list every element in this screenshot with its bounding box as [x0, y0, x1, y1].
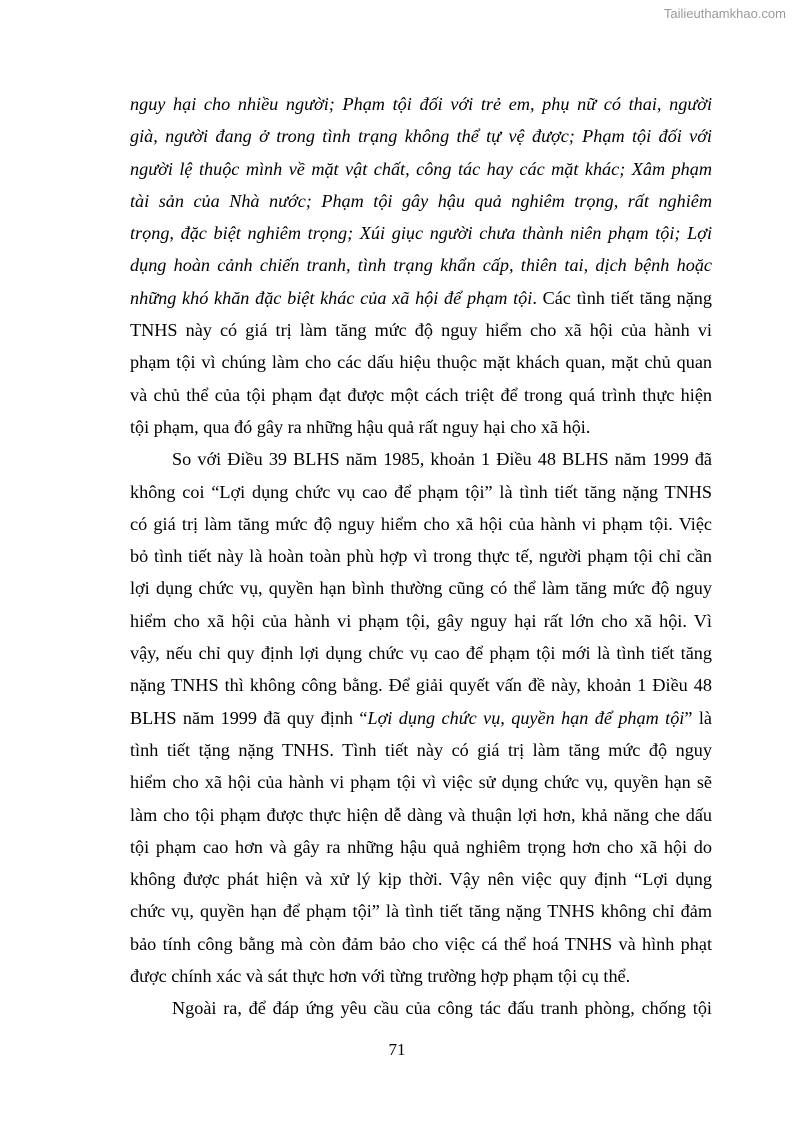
text-line	[130, 217, 712, 249]
body-text: ” là	[684, 707, 712, 728]
body-text: So với Điều 39 BLHS năm 1985, khoản 1 Điều 48 BLHS năm 1999 đã	[172, 449, 712, 470]
text-line	[130, 637, 712, 669]
body-text: . Các tình tiết tăng nặng	[532, 287, 712, 308]
italic-text: trọng, đặc biệt nghiêm trọng; Xúi giục người chưa thành niên phạm tội; Lợi	[130, 223, 712, 244]
italic-text: Lợi dụng chức vụ, quyền hạn để phạm tội	[367, 707, 685, 728]
italic-text: dụng hoàn cảnh chiến tranh, tình trạng khẩn cấp, thiên tai, dịch bệnh hoặc	[130, 255, 712, 276]
text-line	[130, 443, 712, 475]
body-text: bảo tính công bằng mà còn đảm bảo cho việc cá thể hoá TNHS và hình phạt	[130, 933, 712, 954]
body-text: nặng TNHS thì không công bằng. Để giải quyết vấn đề này, khoản 1 Điều 48	[130, 675, 712, 696]
body-text: bỏ tình tiết này là hoàn toàn phù hợp vì trong thực tế, người phạm tội chỉ cần	[130, 546, 712, 567]
body-text: tình tiết tặng nặng TNHS. Tình tiết này có giá trị làm tăng mức độ nguy	[130, 739, 712, 760]
text-line	[130, 282, 712, 314]
body-text: phạm tội vì chúng làm cho các dấu hiệu thuộc mặt khách quan, mặt chủ quan	[130, 352, 712, 373]
italic-text: già, người đang ở trong tình trạng không thể tự vệ được; Phạm tội đối với	[130, 126, 712, 147]
body-text: vậy, nếu chỉ quy định lợi dụng chức vụ cao để phạm tội mới là tình tiết tăng	[130, 643, 712, 664]
body-text: và chủ thể của tội phạm đạt được một cách triệt để trong quá trình thực hiện	[130, 384, 712, 405]
body-text: tội phạm cao hơn và gây ra những hậu quả nghiêm trọng hơn cho xã hội do	[130, 836, 712, 857]
text-line	[130, 120, 712, 152]
body-text: không được phát hiện và xử lý kịp thời. Vậy nên việc quy định “Lợi dụng	[130, 869, 712, 890]
text-line	[130, 669, 712, 701]
body-text: chức vụ, quyền hạn để phạm tội” là tình tiết tăng nặng TNHS không chỉ đảm	[130, 901, 712, 922]
text-line	[130, 314, 712, 346]
body-text: lợi dụng chức vụ, quyền hạn bình thường cũng có thể làm tăng mức độ nguy	[130, 578, 712, 599]
text-line	[130, 249, 712, 281]
text-line	[130, 928, 712, 960]
body-text: hiểm cho xã hội của hành vi phạm tội, gây nguy hại rất lớn cho xã hội. Vì	[130, 610, 712, 631]
text-line	[130, 476, 712, 508]
text-line	[130, 346, 712, 378]
body-text: được chính xác và sát thực hơn với từng trường hợp phạm tội cụ thể.	[130, 966, 631, 987]
text-line	[130, 153, 712, 185]
text-line	[130, 799, 712, 831]
body-text: có giá trị làm tăng mức độ nguy hiểm cho xã hội của hành vi phạm tội. Việc	[130, 513, 712, 534]
body-text: Ngoài ra, để đáp ứng yêu cầu của công tác đấu tranh phòng, chống tội	[172, 998, 712, 1019]
text-line	[130, 572, 712, 604]
italic-text: những khó khăn đặc biệt khác của xã hội để phạm tội	[130, 287, 533, 308]
document-body	[130, 88, 712, 1025]
text-line	[130, 508, 712, 540]
body-text: không coi “Lợi dụng chức vụ cao để phạm tội” là tình tiết tăng nặng TNHS	[130, 481, 712, 502]
text-line	[130, 831, 712, 863]
text-line	[130, 540, 712, 572]
body-text: tội phạm, qua đó gây ra những hậu quả rất nguy hại cho xã hội.	[130, 416, 591, 437]
body-text: làm cho tội phạm được thực hiện dễ dàng và thuận lợi hơn, khả năng che dấu	[130, 804, 712, 825]
text-line	[130, 734, 712, 766]
text-line	[130, 766, 712, 798]
italic-text: người lệ thuộc mình về mặt vật chất, công tác hay các mặt khác; Xâm phạm	[130, 158, 712, 179]
text-line	[130, 605, 712, 637]
text-line	[130, 185, 712, 217]
text-line	[130, 960, 712, 992]
body-text: BLHS năm 1999 đã quy định “	[130, 707, 368, 728]
text-line	[130, 992, 712, 1024]
body-text: TNHS này có giá trị làm tăng mức độ nguy hiểm cho xã hội của hành vi	[130, 320, 712, 341]
text-line	[130, 863, 712, 895]
text-line	[130, 411, 712, 443]
text-line	[130, 895, 712, 927]
text-line	[130, 702, 712, 734]
text-line	[130, 88, 712, 120]
watermark-text: Tailieuthamkhao.com	[663, 6, 786, 21]
body-text: hiểm cho xã hội của hành vi phạm tội vì việc sử dụng chức vụ, quyền hạn sẽ	[130, 772, 712, 793]
italic-text: nguy hại cho nhiều người; Phạm tội đối với trẻ em, phụ nữ có thai, người	[130, 94, 712, 114]
italic-text: tài sản của Nhà nước; Phạm tội gây hậu quả nghiêm trọng, rất nghiêm	[130, 190, 712, 211]
text-line	[130, 379, 712, 411]
page-number: 71	[388, 1040, 406, 1059]
